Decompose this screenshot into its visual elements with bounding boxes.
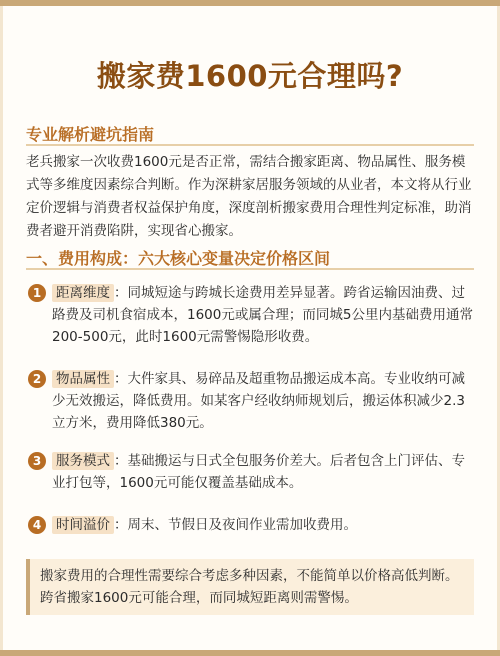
list-item-text [52, 514, 474, 536]
item-description: 基础搬运与日式全包服务价差大。后者包含上门评估、专业打包等，1600元可能仅覆盖基础成本。 [52, 453, 465, 491]
number-badge: 2 [28, 370, 46, 388]
item-description: 大件家具、易碎品及超重物品搬运成本高。专业收纳可减少无效搬运，降低费用。如某客户经收纳师规划后，搬运体积减少2.3立方米，费用降低380元。 [52, 371, 465, 431]
list-item-service [26, 450, 474, 494]
list-item-goods [26, 368, 474, 434]
item-tag: 服务模式 [52, 452, 114, 470]
list-item-text [52, 368, 474, 434]
subtitle-divider [26, 144, 474, 146]
item-tag: 时间溢价 [52, 516, 114, 534]
number-badge: 4 [28, 516, 46, 534]
item-separator: ： [114, 285, 128, 301]
article-subtitle: 专业解析避坑指南 [26, 125, 155, 144]
item-tag: 物品属性 [52, 370, 114, 388]
section-divider [26, 268, 474, 270]
number-badge: 3 [28, 452, 46, 470]
item-description: 同城短途与跨城长途费用差异显著。跨省运输因油费、过路费及司机食宿成本，1600元或属合理；而同城5公里内基础费用通常200-500元，此时1600元需警惕隐形收费。 [52, 285, 473, 345]
list-item-time [26, 514, 474, 536]
item-separator: ： [114, 371, 128, 387]
item-tag: 距离维度 [52, 284, 114, 302]
summary-callout: 搬家费用的合理性需要综合考虑多种因素，不能简单以价格高低判断。跨省搬家1600元可能合理，而同城短距离则需警惕。 [26, 559, 474, 615]
item-separator: ： [114, 517, 128, 533]
page-title: 搬家费1600元合理吗? [96, 59, 404, 93]
list-item-text [52, 450, 474, 494]
section-heading: 一、费用构成：六大核心变量决定价格区间 [26, 249, 331, 268]
item-description: 周末、节假日及夜间作业需加收费用。 [127, 517, 357, 533]
list-item-text [52, 282, 474, 348]
number-badge: 1 [28, 284, 46, 302]
item-separator: ： [114, 453, 128, 469]
intro-paragraph: 老兵搬家一次收费1600元是否正常，需结合搬家距离、物品属性、服务模式等多维度因素综合判断。作为深耕家居服务领域的从业者，本文将从行业定价逻辑与消费者权益保护角度，深度剖析搬家费用合理性判定标准，助消费者避开消费陷阱，实现省心搬家。 [26, 154, 472, 239]
list-item-distance [26, 282, 474, 348]
